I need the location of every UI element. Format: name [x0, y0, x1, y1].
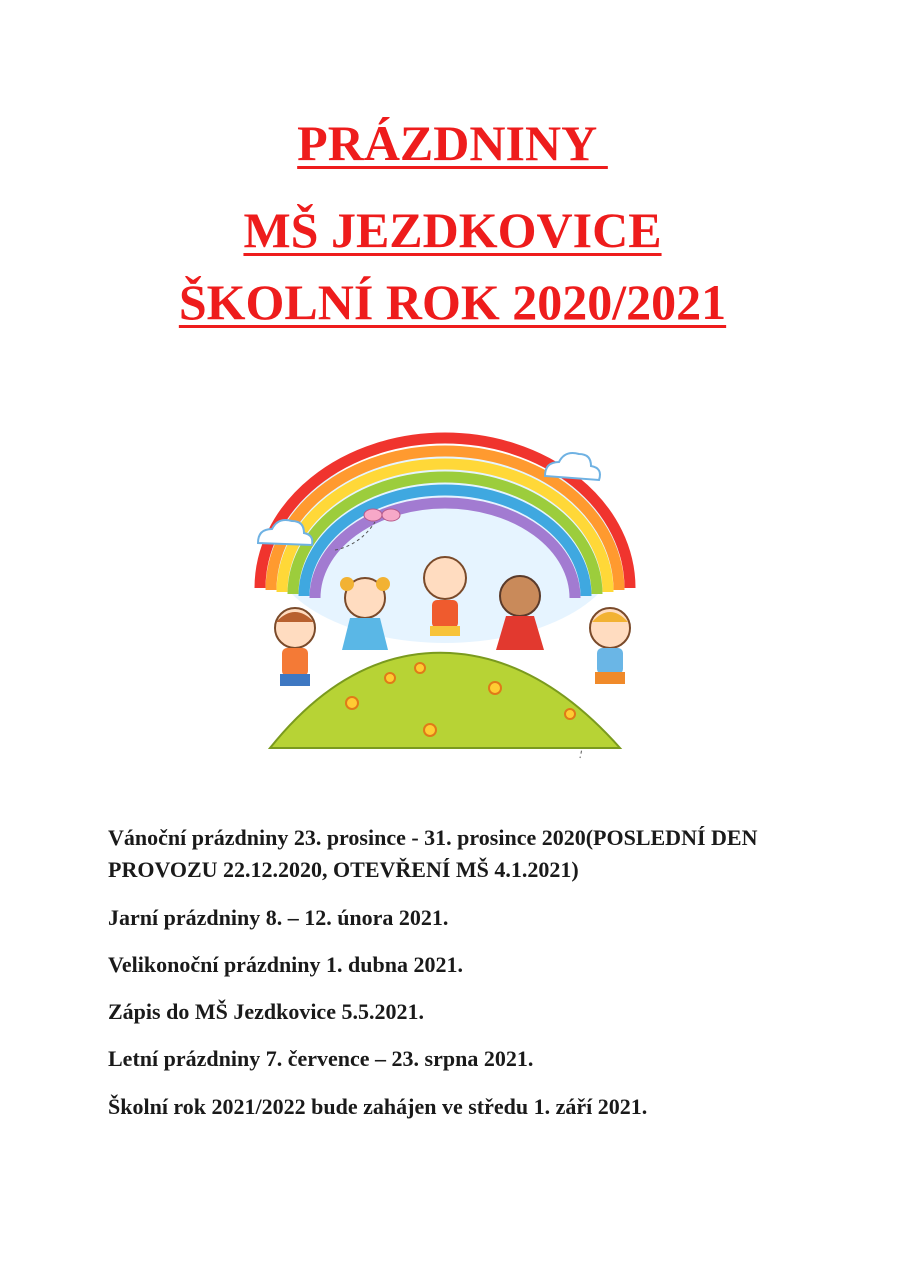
school-year-start-text: Školní rok 2021/2022 bude zahájen ve středu 1. září 2021.	[108, 1094, 648, 1119]
rainbow-children-icon	[240, 418, 660, 763]
summer-holidays-text: Letní prázdniny 7. července – 23. srpna 2021.	[108, 1046, 534, 1071]
enrollment-text: Zápis do MŠ Jezdkovice 5.5.2021.	[108, 999, 424, 1024]
easter-holidays-text: Velikonoční prázdniny 1. dubna 2021.	[108, 952, 463, 977]
child-figure	[590, 608, 630, 684]
hill	[270, 653, 620, 748]
spring-holidays-text: Jarní prázdniny 8. – 12. února 2021.	[108, 905, 449, 930]
title-school-name: MŠ JEZDKOVICE	[243, 202, 662, 258]
title-school-year: ŠKOLNÍ ROK 2020/2021	[178, 274, 727, 330]
title-holidays: PRÁZDNINY	[297, 115, 608, 171]
christmas-holidays-text: Vánoční prázdniny 23. prosince - 31. prosince 2020(POSLEDNÍ DEN PROVOZU 22.12.2020, OTEVŘENÍ MŠ 4.1.2021)	[108, 825, 758, 882]
child-figure	[275, 608, 315, 686]
